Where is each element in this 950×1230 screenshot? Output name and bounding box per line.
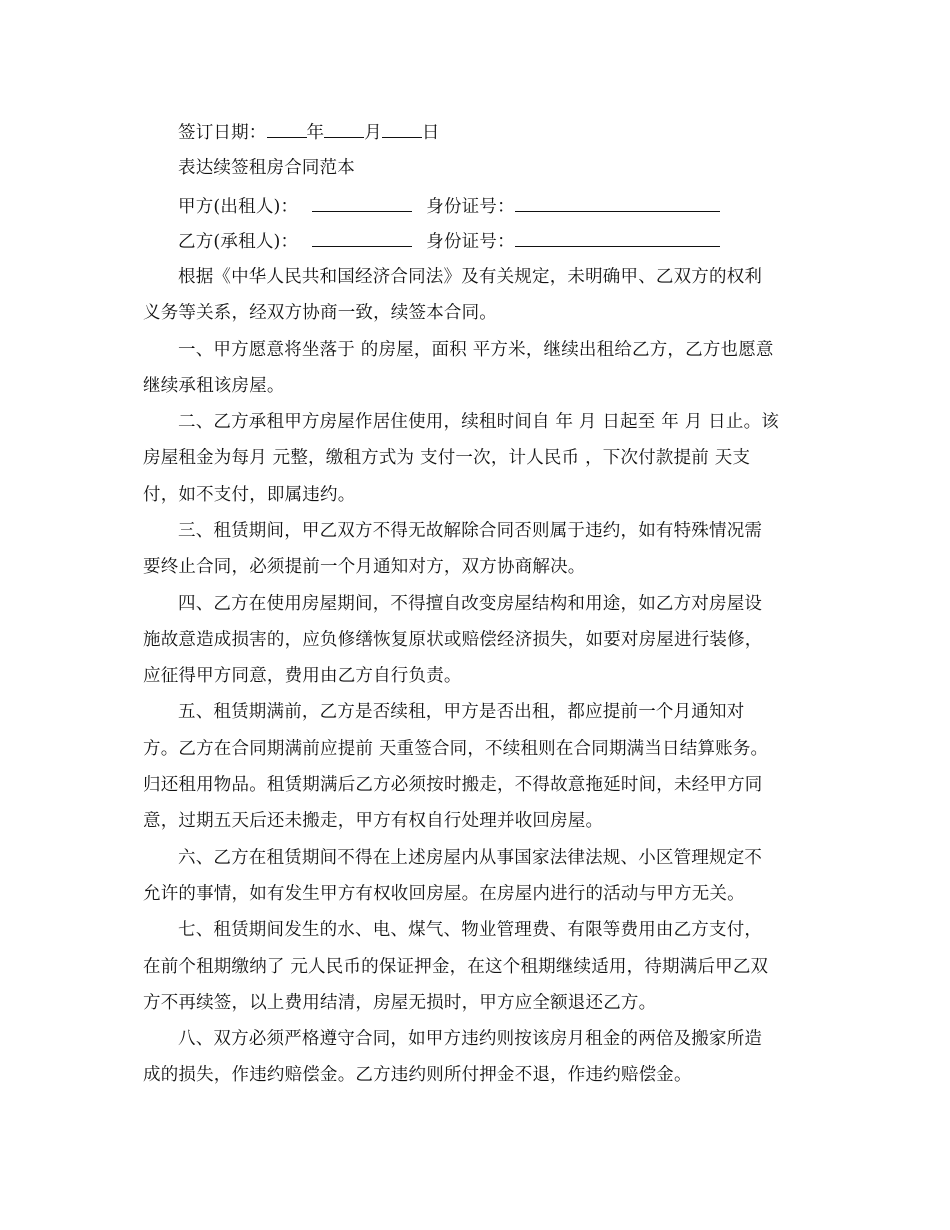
document-title: 表达续签租房合同范本 — [178, 158, 355, 178]
body-line: 根据《中华人民共和国经济合同法》及有关规定，未明确甲、乙双方的权利 — [178, 267, 763, 287]
month-blank — [324, 121, 364, 138]
clause-6-line: 六、乙方在租赁期间不得在上述房屋内从事国家法律法规、小区管理规定不 — [178, 848, 763, 868]
party-b-id-label: 身份证号： — [426, 232, 515, 252]
clause-4-line: 施故意造成损害的，应负修缮恢复原状或赔偿经济损失，如要对房屋进行装修， — [143, 630, 763, 650]
body-line: 义务等关系，经双方协商一致，续签本合同。 — [143, 303, 497, 323]
clause-7-line: 在前个租期缴纳了 元人民币的保证押金，在这个租期继续适用，待期满后甲乙双 — [143, 957, 769, 977]
clause-5-line: 归还租用物品。租赁期满后乙方必须按时搬走，不得故意拖延时间，未经甲方同 — [143, 775, 763, 795]
clause-3-line: 三、租赁期间，甲乙双方不得无故解除合同否则属于违约，如有特殊情况需 — [178, 521, 763, 541]
clause-8-line: 成的损失，作违约赔偿金。乙方违约则所付押金不退，作违约赔偿金。 — [143, 1065, 692, 1085]
year-blank — [267, 121, 307, 138]
clause-5-line: 五、租赁期满前，乙方是否续租，甲方是否出租，都应提前一个月通知对 — [178, 702, 745, 722]
clause-3-line: 要终止合同，必须提前一个月通知对方，双方协商解决。 — [143, 557, 586, 577]
clause-1-line: 一、甲方愿意将坐落于 的房屋，面积 平方米，继续出租给乙方，乙方也愿意 — [178, 340, 774, 360]
month-label: 月 — [364, 123, 382, 143]
clause-5-line: 意，过期五天后还未搬走，甲方有权自行处理并收回房屋。 — [143, 811, 604, 831]
party-b-id-blank — [515, 230, 720, 247]
clause-7-line: 七、租赁期间发生的水、电、煤气、物业管理费、有限等费用由乙方支付， — [178, 920, 763, 940]
clause-6-line: 允许的事情，如有发生甲方有权收回房屋。在房屋内进行的活动与甲方无关。 — [143, 884, 745, 904]
clause-2-line: 付，如不支付，即属违约。 — [143, 485, 356, 505]
year-label: 年 — [306, 123, 325, 143]
signing-date-label: 签订日期： — [178, 123, 267, 143]
clause-4-line: 四、乙方在使用房屋期间，不得擅自改变房屋结构和用途，如乙方对房屋设 — [178, 594, 763, 614]
clause-5-line: 方。乙方在合同期满前应提前 天重签合同，不续租则在合同期满当日结算账务。 — [143, 739, 769, 759]
party-a-id-blank — [515, 195, 720, 212]
day-label: 日 — [421, 123, 440, 143]
party-b-label: 乙方(承租人)： — [178, 232, 299, 252]
signing-date-line — [178, 121, 440, 144]
party-b-line — [178, 230, 720, 253]
clause-2-line: 房屋租金为每月 元整，缴租方式为 支付一次，计人民币 ，下次付款提前 天支 — [143, 448, 751, 468]
party-a-label: 甲方(出租人)： — [178, 197, 299, 217]
clause-1-line: 继续承租该房屋。 — [143, 376, 285, 396]
party-a-line — [178, 195, 720, 218]
clause-2-line: 二、乙方承租甲方房屋作居住使用，续租时间自 年 月 日起至 年 月 日止。该 — [178, 412, 779, 432]
clause-8-line: 八、双方必须严格遵守合同，如甲方违约则按该房月租金的两倍及搬家所造 — [178, 1029, 763, 1049]
day-blank — [382, 121, 422, 138]
party-a-name-blank — [312, 195, 412, 212]
party-b-name-blank — [312, 230, 412, 247]
clause-7-line: 方不再续签，以上费用结清，房屋无损时，甲方应全额退还乙方。 — [143, 993, 657, 1013]
party-a-id-label: 身份证号： — [426, 197, 515, 217]
clause-4-line: 应征得甲方同意，费用由乙方自行负责。 — [143, 666, 462, 686]
